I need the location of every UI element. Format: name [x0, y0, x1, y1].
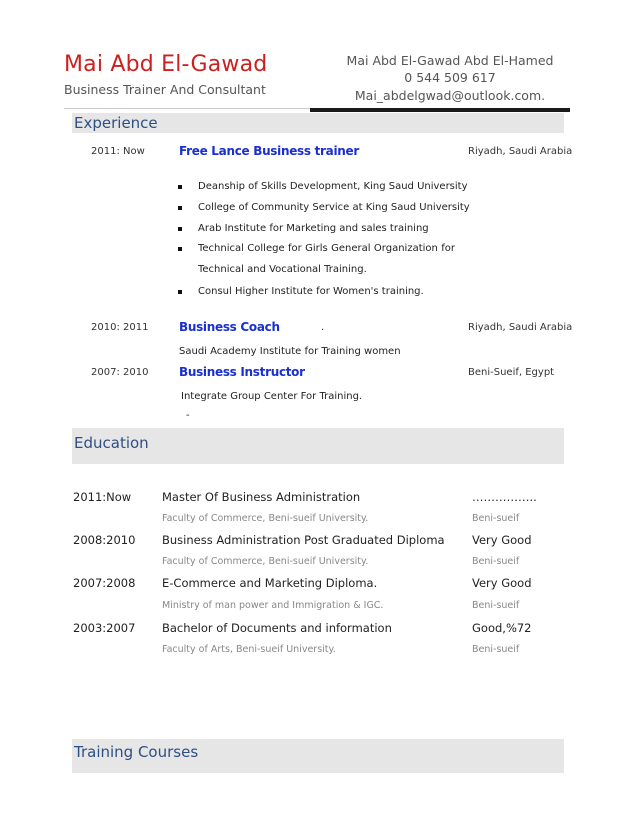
education-degree: E-Commerce and Marketing Diploma.	[162, 576, 378, 590]
training-title: Training Courses	[74, 743, 199, 761]
education-date: 2007:2008	[73, 576, 136, 590]
job-description: Integrate Group Center For Training.	[181, 391, 363, 402]
education-city: Beni-sueif	[472, 556, 520, 567]
job-date: 2010: 2011	[91, 322, 149, 333]
education-section-header	[72, 428, 564, 464]
education-title: Education	[74, 434, 149, 452]
bullet-square-icon	[178, 206, 182, 210]
education-degree: Bachelor of Documents and information	[162, 621, 392, 635]
bullet-square-icon	[178, 227, 182, 231]
education-date: 2011:Now	[73, 490, 132, 504]
job-bullet	[0, 223, 638, 237]
contact-phone: 0 544 509 617	[404, 70, 496, 85]
bullet-text: Deanship of Skills Development, King Saud University	[198, 181, 468, 192]
bullet-text: Consul Higher Institute for Women's training.	[198, 286, 424, 297]
resume-name: Mai Abd El-Gawad	[64, 52, 268, 77]
education-date: 2003:2007	[73, 621, 136, 635]
job-bullet	[0, 286, 638, 300]
education-grade: Good,%72	[472, 621, 532, 635]
education-institution: Faculty of Commerce, Beni-sueif University.	[162, 513, 369, 524]
header-divider-light	[64, 108, 310, 109]
job-date: 2011: Now	[91, 146, 145, 157]
bullet-square-icon	[178, 290, 182, 294]
education-degree: Master Of Business Administration	[162, 490, 361, 504]
education-degree: Business Administration Post Graduated Diploma	[162, 533, 445, 547]
resume-role: Business Trainer And Consultant	[64, 82, 266, 97]
trailing-mark: -	[186, 410, 190, 421]
experience-title: Experience	[74, 114, 158, 132]
bullet-square-icon	[178, 247, 182, 251]
bullet-square-icon	[178, 185, 182, 189]
education-city: Beni-sueif	[472, 600, 520, 611]
education-institution: Faculty of Commerce, Beni-sueif University.	[162, 556, 369, 567]
job-title: Business Instructor	[179, 365, 305, 379]
bullet-text: Arab Institute for Marketing and sales training	[198, 223, 429, 234]
education-city: Beni-sueif	[472, 513, 520, 524]
job-location: Beni-Sueif, Egypt	[468, 367, 555, 378]
education-grade: Very Good	[472, 533, 532, 547]
education-grade: Very Good	[472, 576, 532, 590]
education-date: 2008:2010	[73, 533, 136, 547]
education-grade: ……………..	[472, 490, 537, 504]
education-city: Beni-sueif	[472, 644, 520, 655]
job-date: 2007: 2010	[91, 367, 149, 378]
experience-section-header	[72, 113, 564, 133]
job-title-suffix: .	[321, 322, 325, 333]
job-bullet	[0, 202, 638, 216]
contact-email: Mai_abdelgwad@outlook.com.	[354, 88, 546, 103]
job-bullet	[0, 181, 638, 195]
education-institution: Ministry of man power and Immigration & IGC.	[162, 600, 384, 611]
bullet-text: Technical College for Girls General Organization for	[198, 243, 455, 254]
job-title: Business Coach	[179, 320, 280, 334]
contact-full-name: Mai Abd El-Gawad Abd El-Hamed	[346, 53, 554, 68]
education-institution: Faculty of Arts, Beni-sueif University.	[162, 644, 336, 655]
job-location: Riyadh, Saudi Arabia	[468, 322, 573, 333]
job-description: Saudi Academy Institute for Training women	[179, 346, 401, 357]
header-divider-dark	[310, 108, 570, 112]
bullet-continuation-text: Technical and Vocational Training.	[198, 264, 367, 275]
training-section-header	[72, 739, 564, 773]
bullet-text: College of Community Service at King Saud University	[198, 202, 470, 213]
job-title: Free Lance Business trainer	[179, 144, 359, 158]
job-location: Riyadh, Saudi Arabia	[468, 146, 573, 157]
job-bullet	[0, 243, 638, 257]
